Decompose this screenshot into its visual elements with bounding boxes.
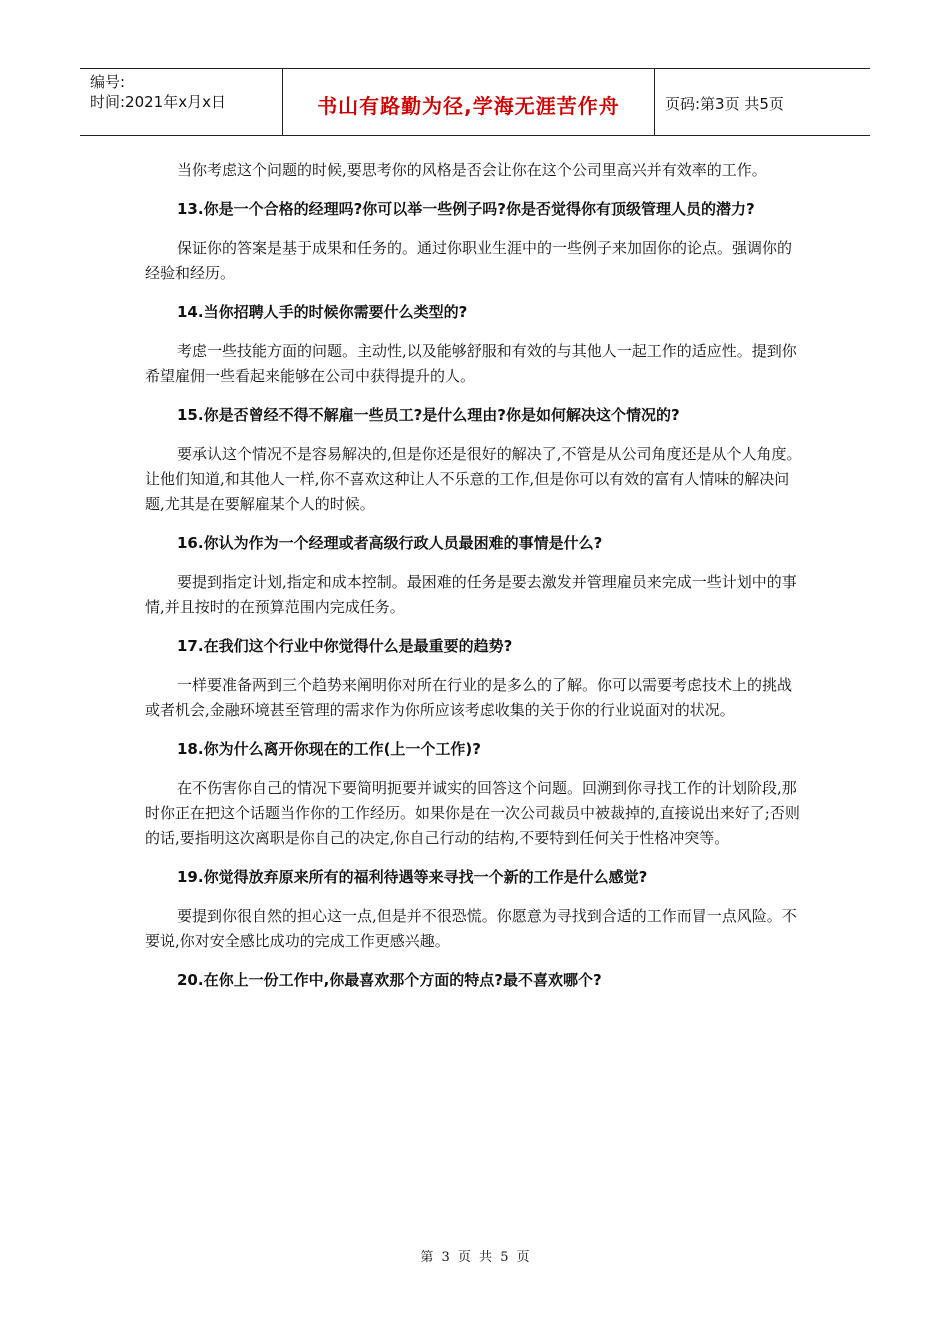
question-heading: 17.在我们这个行业中你觉得什么是最重要的趋势? — [177, 637, 513, 655]
question-heading: 13.你是一个合格的经理吗?你可以举一些例子吗?你是否觉得你有顶级管理人员的潜力? — [177, 200, 755, 218]
paragraph: 要提到你很自然的担心这一点,但是并不很恐慌。你愿意为寻找到合适的工作而冒一点风险。不要说,你对安全感比成功的完成工作更感兴趣。 — [145, 907, 797, 950]
page-header — [80, 68, 870, 136]
question-heading: 14.当你招聘人手的时候你需要什么类型的? — [177, 303, 468, 321]
header-motto: 书山有路勤为径,学海无涯苦作舟 — [282, 69, 655, 135]
question-heading: 15.你是否曾经不得不解雇一些员工?是什么理由?你是如何解决这个情况的? — [177, 406, 680, 424]
paragraph: 一样要准备两到三个趋势来阐明你对所在行业的是多么的了解。你可以需要考虑技术上的挑战或者机会,金融环境甚至管理的需求作为你所应该考虑收集的关于你的行业说面对的状况。 — [145, 676, 793, 719]
document-date: 时间:2021年x月x日 — [90, 93, 226, 111]
paragraph: 保证你的答案是基于成果和任务的。通过你职业生涯中的一些例子来加固你的论点。强调你的经验和经历。 — [145, 239, 793, 282]
question-heading: 18.你为什么离开你现在的工作(上一个工作)? — [177, 740, 481, 758]
question-heading: 16.你认为作为一个经理或者高级行政人员最困难的事情是什么? — [177, 534, 603, 552]
page-footer: 第 3 页 共 5 页 — [420, 1250, 530, 1265]
paragraph: 在不伤害你自己的情况下要简明扼要并诚实的回答这个问题。回溯到你寻找工作的计划阶段,那时你正在把这个话题当作你的工作经历。如果你是在一次公司裁员中被裁掉的,直接说出来好了;否则的话,要指明这次离职是你自己的决定,你自己行动的结构,不要特到任何关于性格冲突等。 — [145, 779, 800, 847]
question-heading: 19.你觉得放弃原来所有的福利待遇等来寻找一个新的工作是什么感觉? — [177, 868, 648, 886]
paragraph: 考虑一些技能方面的问题。主动性,以及能够舒服和有效的与其他人一起工作的适应性。提到你希望雇佣一些看起来能够在公司中获得提升的人。 — [145, 342, 797, 385]
paragraph: 要提到指定计划,指定和成本控制。最困难的任务是要去激发并管理雇员来完成一些计划中的事情,并且按时的在预算范围内完成任务。 — [145, 573, 797, 616]
header-page-info: 页码:第3页 共5页 — [665, 94, 784, 113]
header-meta — [80, 69, 282, 135]
document-body — [145, 158, 805, 993]
paragraph: 要承认这个情况不是容易解决的,但是你还是很好的解决了,不管是从公司角度还是从个人角度。让他们知道,和其他人一样,你不喜欢这种让人不乐意的工作,但是你可以有效的富有人情味的解决问题,尤其是在要解雇某个人的时候。 — [145, 445, 802, 513]
document-number-label: 编号: — [90, 73, 126, 91]
question-heading: 20.在你上一份工作中,你最喜欢那个方面的特点?最不喜欢哪个? — [177, 971, 602, 989]
paragraph: 当你考虑这个问题的时候,要思考你的风格是否会让你在这个公司里高兴并有效率的工作。 — [177, 161, 767, 179]
